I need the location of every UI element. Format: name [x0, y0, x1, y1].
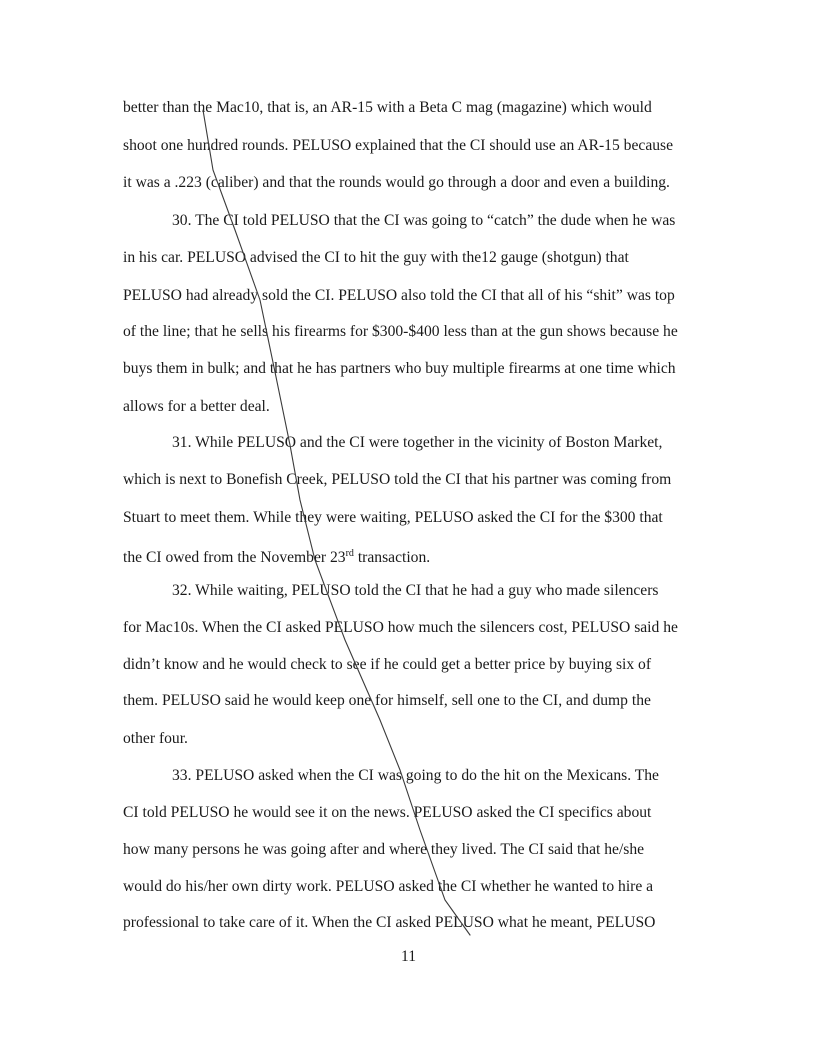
- text-fragment: transaction.: [353, 549, 431, 567]
- text-line: in his car. PELUSO advised the CI to hit the guy with the12 gauge (shotgun) that: [123, 249, 629, 266]
- text-line: for Mac10s. When the CI asked PELUSO how much the silencers cost, PELUSO said he: [123, 619, 678, 636]
- paragraph-32-start: 32. While waiting, PELUSO told the CI that he had a guy who made silencers: [172, 582, 659, 599]
- date-text: the CI owed from the November 23: [123, 549, 346, 567]
- paragraph-31-start: 31. While PELUSO and the CI were together in the vicinity of Boston Market,: [172, 434, 663, 451]
- text-line: would do his/her own dirty work. PELUSO asked the CI whether he wanted to hire a: [123, 878, 654, 895]
- text-line: how many persons he was going after and where they lived. The CI said that he/she: [123, 841, 645, 858]
- text-line: it was a .223 (caliber) and that the rounds would go through a door and even a building.: [123, 174, 670, 191]
- page-number: 11: [400, 948, 416, 965]
- text-line: them. PELUSO said he would keep one for himself, sell one to the CI, and dump the: [123, 692, 651, 709]
- ordinal-superscript: rd: [345, 548, 354, 559]
- text-line: better than the Mac10, that is, an AR-15 with a Beta C mag (magazine) which would: [123, 99, 652, 116]
- paragraph-33-start: 33. PELUSO asked when the CI was going to do the hit on the Mexicans. The: [172, 767, 659, 784]
- text-line: shoot one hundred rounds. PELUSO explained that the CI should use an AR-15 because: [123, 137, 674, 154]
- text-line: didn’t know and he would check to see if he could get a better price by buying six of: [123, 656, 652, 673]
- text-line: of the line; that he sells his firearms for $300-$400 less than at the gun shows because he: [123, 323, 678, 340]
- text-line: allows for a better deal.: [123, 398, 270, 415]
- text-line: which is next to Bonefish Creek, PELUSO told the CI that his partner was coming from: [123, 471, 672, 488]
- text-line: professional to take care of it. When the CI asked PELUSO what he meant, PELUSO: [123, 914, 656, 931]
- text-line: buys them in bulk; and that he has partners who buy multiple firearms at one time which: [123, 360, 676, 377]
- paragraph-30-start: 30. The CI told PELUSO that the CI was going to “catch” the dude when he was: [172, 212, 676, 229]
- text-line-with-superscript: [123, 544, 430, 568]
- text-line: PELUSO had already sold the CI. PELUSO also told the CI that all of his “shit” was top: [123, 287, 675, 304]
- text-line: other four.: [123, 730, 188, 747]
- text-line: CI told PELUSO he would see it on the news. PELUSO asked the CI specifics about: [123, 804, 652, 821]
- text-line: Stuart to meet them. While they were waiting, PELUSO asked the CI for the $300 that: [123, 509, 663, 526]
